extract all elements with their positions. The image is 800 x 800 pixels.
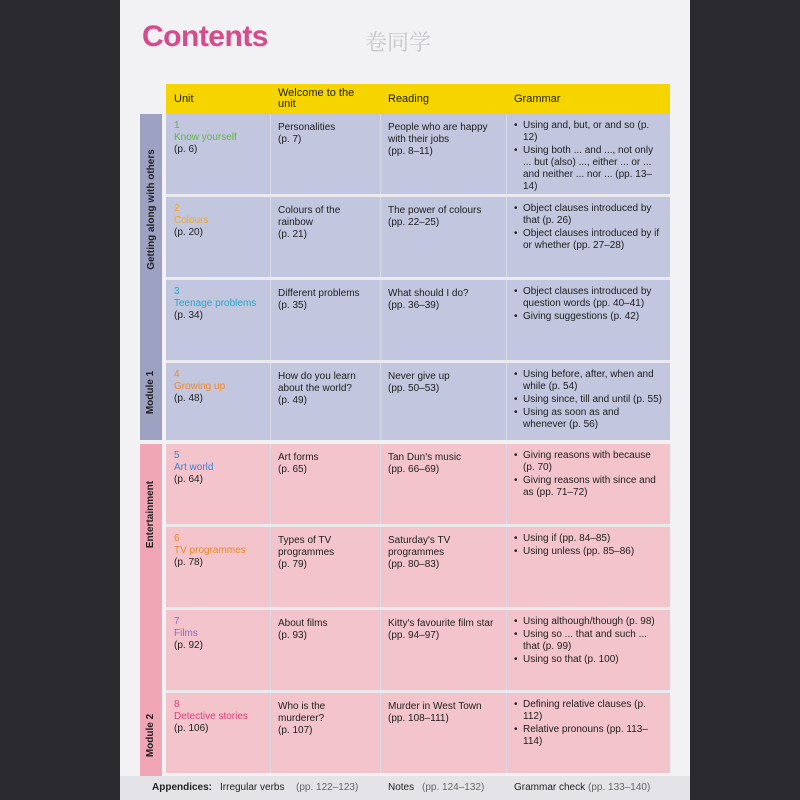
reading-title: Tan Dun's music [388,452,462,463]
unit-cell [174,616,264,652]
grammar-item: • Object clauses introduced by if or whether (pp. 27–28) [514,228,664,252]
notes-pages: (pp. 124–132) [422,782,485,793]
table-row [166,693,670,773]
unit-name: Colours [174,215,209,226]
header-welcome: Welcome to the unit [278,87,355,110]
unit-pages: (p. 78) [174,557,203,568]
reading-cell [388,535,502,571]
welcome-cell [278,535,374,571]
watermark-title: 卷同学 [365,31,432,56]
reading-title: Never give up [388,371,450,382]
header-grammar: Grammar [514,93,561,105]
grammar-item: • Using unless (pp. 85–86) [514,546,664,558]
welcome-title: Personalities [278,122,336,133]
contents-page [120,0,690,800]
reading-pages: (pp. 108–111) [388,713,449,724]
unit-cell [174,450,264,486]
reading-pages: (pp. 80–83) [388,559,440,570]
module2-theme: Entertainment [145,480,157,548]
welcome-title: Different problems [278,288,360,299]
unit-pages: (p. 20) [174,227,203,238]
header-unit: Unit [174,93,194,105]
grammar-item: • Using both ... and ..., not only ... but (also) ..., either ... or ... and neither ... nor ... (pp. 13–14) [514,145,664,193]
welcome-pages: (p. 65) [278,464,307,475]
grammar-item: • Giving suggestions (p. 42) [514,311,664,323]
welcome-pages: (p. 49) [278,395,307,406]
unit-cell [174,286,264,322]
grammar-cell [514,120,664,194]
unit-number: 3 [174,286,180,297]
reading-pages: (pp. 22–25) [388,217,440,228]
table-header [166,84,670,114]
table-row [166,197,670,277]
unit-name: Teenage problems [174,298,257,309]
welcome-cell [278,701,374,737]
grammar-item: • Giving reasons with because (p. 70) [514,450,664,474]
grammar-cell [514,616,664,667]
welcome-cell [278,618,374,642]
welcome-title: Art forms [278,452,319,463]
grammar-item: • Using and, but, or and so (p. 12) [514,120,664,144]
unit-name: Growing up [174,381,226,392]
reading-cell [388,205,502,229]
welcome-pages: (p. 93) [278,630,307,641]
table-row [166,610,670,690]
page-title: Contents [142,20,268,53]
table-row [166,280,670,360]
unit-number: 2 [174,203,180,214]
module1-theme: Getting along with others [145,148,157,270]
reading-cell [388,618,502,642]
module1-band [140,114,162,440]
notes: Notes [388,782,415,793]
appendices-footer [120,776,690,800]
reading-pages: (pp. 36–39) [388,300,440,311]
welcome-cell [278,371,374,407]
unit-pages: (p. 6) [174,144,198,155]
unit-number: 1 [174,120,180,131]
header-reading: Reading [388,93,429,105]
grammar-item: • Relative pronouns (pp. 113–114) [514,724,664,748]
unit-cell [174,699,264,735]
unit-number: 8 [174,699,180,710]
grammar-cell [514,286,664,324]
unit-pages: (p. 64) [174,474,203,485]
table-row [166,444,670,524]
grammar-cell [514,533,664,559]
welcome-title: Colours of the rainbow [278,205,341,228]
grammar-item: • Using although/though (p. 98) [514,616,664,628]
grammar-cell [514,450,664,500]
reading-title: What should I do? [388,288,469,299]
grammar-item: • Using as soon as and whenever (p. 56) [514,407,664,431]
unit-number: 7 [174,616,180,627]
irregular-verbs-pages: (pp. 122–123) [296,782,359,793]
welcome-pages: (p. 79) [278,559,307,570]
welcome-title: About films [278,618,328,629]
unit-pages: (p. 106) [174,723,209,734]
irregular-verbs: Irregular verbs [220,782,285,793]
grammar-item: • Object clauses introduced by that (p. 26) [514,203,664,227]
reading-title: Kitty's favourite film star [388,618,494,629]
unit-cell [174,203,264,239]
reading-pages: (pp. 50–53) [388,383,440,394]
table-row [166,114,670,194]
unit-cell [174,369,264,405]
unit-cell [174,533,264,569]
module2-label: Module 2 [145,713,157,757]
grammar-item: • Object clauses introduced by question words (pp. 40–41) [514,286,664,310]
reading-pages: (pp. 8–11) [388,146,433,157]
grammar-check: Grammar check [514,782,586,793]
grammar-item: • Giving reasons with since and as (pp. 71–72) [514,475,664,499]
reading-title: Saturday's TV programmes [388,535,451,558]
table-row [166,527,670,607]
reading-cell [388,122,502,158]
unit-name: Films [174,628,198,639]
module2-band [140,444,162,776]
unit-pages: (p. 92) [174,640,203,651]
unit-number: 5 [174,450,180,461]
welcome-pages: (p. 107) [278,725,313,736]
welcome-pages: (p. 35) [278,300,307,311]
module1-label: Module 1 [145,370,157,414]
grammar-cell [514,699,664,749]
unit-name: TV programmes [174,545,246,556]
reading-title: The power of colours [388,205,482,216]
welcome-cell [278,452,374,476]
reading-title: Murder in West Town [388,701,482,712]
welcome-cell [278,205,374,241]
welcome-pages: (p. 21) [278,229,307,240]
reading-pages: (pp. 66–69) [388,464,440,475]
table-row [166,363,670,440]
reading-cell [388,371,502,395]
unit-number: 4 [174,369,180,380]
grammar-cell [514,203,664,253]
grammar-cell [514,369,664,432]
grammar-item: • Defining relative clauses (p. 112) [514,699,664,723]
unit-cell [174,120,264,156]
welcome-title: Who is the murderer? [278,701,326,724]
grammar-item: • Using if (pp. 84–85) [514,533,664,545]
unit-name: Detective stories [174,711,248,722]
grammar-item: • Using before, after, when and while (p. 54) [514,369,664,393]
grammar-item: • Using since, till and until (p. 55) [514,394,664,406]
welcome-title: How do you learn about the world? [278,371,356,394]
reading-cell [388,288,502,312]
welcome-pages: (p. 7) [278,134,302,145]
unit-pages: (p. 48) [174,393,203,404]
grammar-item: • Using so that (p. 100) [514,654,664,666]
unit-name: Art world [174,462,214,473]
grammar-check-pages: (pp. 133–140) [588,782,651,793]
unit-name: Know yourself [174,132,237,143]
grammar-item: • Using so ... that and such ... that (p. 99) [514,629,664,653]
unit-number: 6 [174,533,180,544]
reading-cell [388,452,502,476]
welcome-cell [278,288,374,312]
reading-pages: (pp. 94–97) [388,630,440,641]
welcome-cell [278,122,374,146]
welcome-title: Types of TV programmes [278,535,335,558]
unit-pages: (p. 34) [174,310,203,321]
reading-cell [388,701,502,725]
appendices-label: Appendices: [152,782,213,793]
reading-title: People who are happy with their jobs [388,122,488,145]
